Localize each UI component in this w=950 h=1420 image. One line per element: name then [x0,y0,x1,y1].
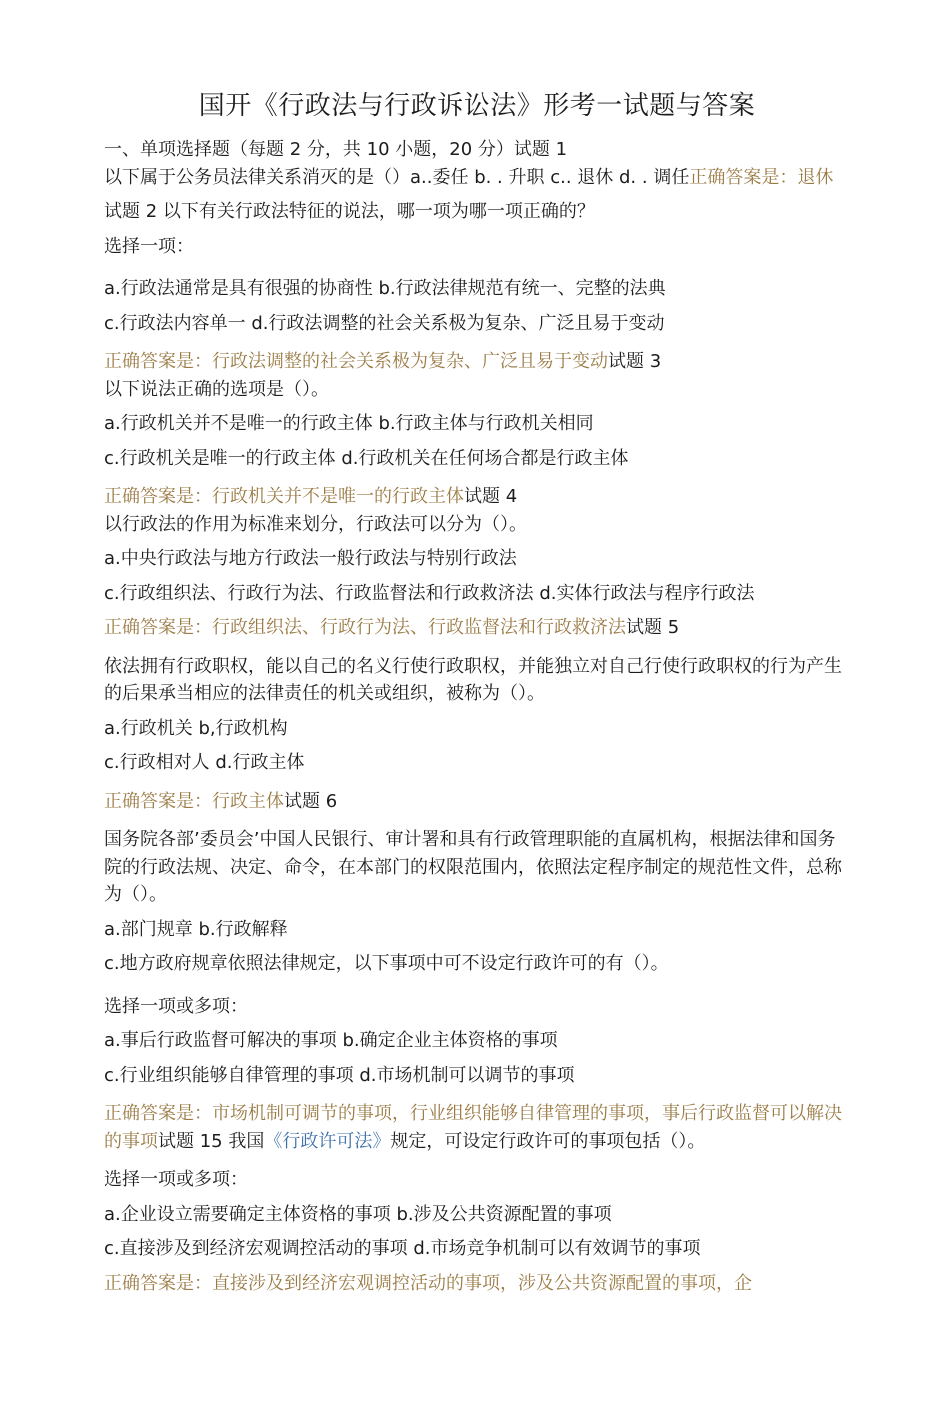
question-14-answer-line [104,1100,850,1155]
question-3-options-cd: c.行政机关是唯一的行政主体 d.行政机关在任何场合都是行政主体 [104,447,629,469]
question-3-label: 试题 3 [608,351,662,372]
question-3-answer: 正确答案是：行政机关并不是唯一的行政主体 [104,486,464,507]
question-2-options-ab: a.行政法通常是具有很强的协商性 b.行政法律规范有统一、完整的法典 [104,278,666,299]
question-2-prompt: 选择一项： [104,235,194,257]
question-6-text: 国务院各部’委员会’中国人民银行、审计署和具有行政管理职能的直属机构，根据法律和国务院的行政法规、决定、命令，在本部门的权限范围内，依照法定程序制定的规范性文件，总称为（）。 [104,829,842,905]
question-14-options-cd: c.行业组织能够自律管理的事项 d.市场机制可以调节的事项 [104,1064,575,1086]
question-2-options-cd: c.行政法内容单一 d.行政法调整的社会关系极为复杂、广泛且易于变动 [104,312,665,334]
question-6-label: 试题 6 [284,790,338,812]
question-4-options-ab: a.中央行政法与地方行政法一般行政法与特别行政法 [104,548,517,569]
question-5-text: 依法拥有行政职权，能以自己的名义行使行政职权，并能独立对自己行使行政职权的行为产生的后果承当相应的法律责任的机关或组织，被称为（）。 [104,655,842,704]
law-title-link[interactable]: 《行政许可法》 [264,1130,391,1152]
question-3-text: 以下说法正确的选项是（）。 [104,378,329,400]
question-2-answer-line [104,348,850,376]
question-4-options-cd: c.行政组织法、行政行为法、行政监督法和行政救济法 d.实体行政法与程序行政法 [104,582,755,604]
question-5-answer: 正确答案是：行政主体 [104,790,284,812]
document-title: 国开《行政法与行政诉讼法》形考一试题与答案 [198,91,756,121]
question-1-answer: 正确答案是：退休 [689,166,834,188]
question-14-prompt: 选择一项或多项： [104,995,248,1017]
question-3-answer-line [104,483,850,511]
question-5-answer-line [104,788,850,816]
section-heading: 一、单项选择题（每题 2 分，共 10 小题，20 分）试题 1 [104,139,568,160]
question-5-options-cd: c.行政相对人 d.行政主体 [104,752,305,773]
question-3-options-ab: a.行政机关并不是唯一的行政主体 b.行政主体与行政机关相同 [104,413,594,434]
question-1 [104,164,850,192]
question-6-options-c: c.地方政府规章依照法律规定，以下事项中可不设定行政许可的有（）。 [104,953,669,974]
question-6-options-ab: a.部门规章 b.行政解释 [104,918,288,940]
question-15-options-ab: a.企业设立需要确定主体资格的事项 b.涉及公共资源配置的事项 [104,1203,612,1225]
question-2-answer: 正确答案是：行政法调整的社会关系极为复杂、广泛且易于变动 [104,351,608,372]
question-15-prompt: 选择一项或多项： [104,1169,248,1190]
question-14-options-ab: a.事后行政监督可解决的事项 b.确定企业主体资格的事项 [104,1030,558,1051]
question-2-text: 试题 2 以下有关行政法特征的说法，哪一项为哪一项正确的？ [104,201,595,222]
question-4-answer-line [104,614,850,642]
document-body [104,136,850,1297]
question-4-label: 试题 4 [464,486,518,507]
question-4-text: 以行政法的作用为标准来划分，行政法可以分为（）。 [104,513,527,535]
question-5-options-ab: a.行政机关 b,行政机构 [104,717,288,739]
question-15-answer-line [104,1270,850,1298]
question-5-label: 试题 5 [626,617,680,638]
question-15-text-post: 规定，可设定行政许可的事项包括（）。 [390,1130,706,1152]
question-15-answer: 正确答案是：直接涉及到经济宏观调控活动的事项，涉及公共资源配置的事项，企 [104,1272,752,1294]
question-14-answer: 正确答案是：市场机制可调节的事项，行业组织能够自律管理的事项，事后行政监督可以解决的事项 [104,1103,842,1152]
question-15-options-cd: c.直接涉及到经济宏观调控活动的事项 d.市场竞争机制可以有效调节的事项 [104,1238,701,1259]
question-1-text: 以下属于公务员法律关系消灭的是（）a..委任 b. . 升职 c.. 退休 d. . 调任 [104,166,690,188]
question-15-text-pre: 试题 15 我国 [158,1130,265,1152]
question-4-answer: 正确答案是：行政组织法、行政行为法、行政监督法和行政救济法 [104,617,626,638]
